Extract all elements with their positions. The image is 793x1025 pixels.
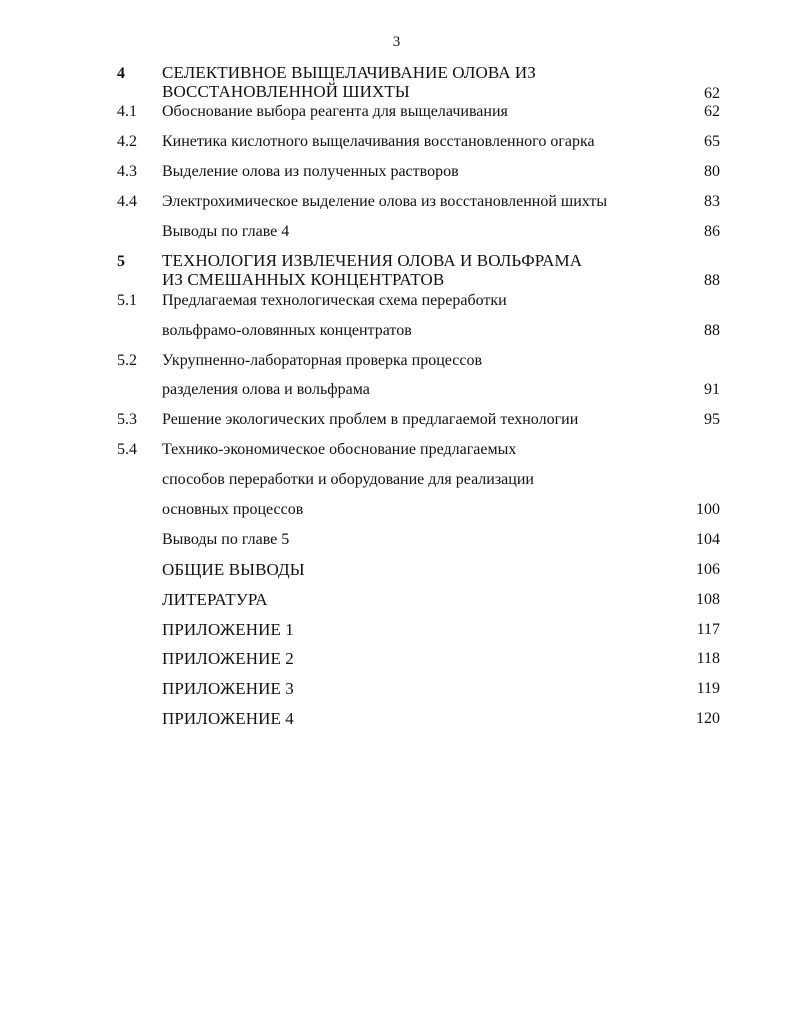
toc-entry-page: 88 — [704, 272, 720, 289]
toc-entry-page: 65 — [704, 133, 720, 150]
toc-entry-title: Решение экологических проблем в предлагаемой технологии — [162, 411, 579, 428]
toc-entry-title: ЛИТЕРАТУРА — [162, 590, 268, 609]
toc-entry-page: 100 — [696, 501, 720, 518]
toc-entry-title: способов переработки и оборудование для реализации — [162, 471, 534, 488]
toc-entry-page: 95 — [704, 411, 720, 428]
toc-entry-title: ВОССТАНОВЛЕННОЙ ШИХТЫ — [162, 82, 410, 101]
toc-entry-title: Кинетика кислотного выщелачивания восстановленного огарка — [162, 133, 595, 150]
toc-entry-number: 4 — [117, 65, 125, 82]
toc-entry-number: 4.1 — [117, 103, 137, 120]
toc-entry-page: 91 — [704, 381, 720, 398]
toc-entry-page: 120 — [696, 710, 720, 727]
toc-entry-page: 106 — [696, 561, 720, 578]
toc-entry-number: 5.1 — [117, 292, 137, 309]
toc-entry-page: 80 — [704, 163, 720, 180]
page-number: 3 — [392, 34, 401, 50]
toc-entry-title: ТЕХНОЛОГИЯ ИЗВЛЕЧЕНИЯ ОЛОВА И ВОЛЬФРАМА — [162, 251, 583, 270]
toc-entry-page: 108 — [696, 591, 720, 608]
toc-entry-title: ПРИЛОЖЕНИЕ 1 — [162, 620, 294, 639]
toc-entry-page: 118 — [696, 650, 720, 667]
toc-entry-title: Электрохимическое выделение олова из восстановленной шихты — [162, 193, 608, 210]
toc-entry-title: ПРИЛОЖЕНИЕ 3 — [162, 679, 294, 698]
toc-entry-number: 5.4 — [117, 441, 137, 458]
toc-entry-number: 5.2 — [117, 352, 137, 369]
toc-entry-page: 88 — [704, 322, 720, 339]
toc-entry-number: 4.3 — [117, 163, 137, 180]
toc-entry-title: ПРИЛОЖЕНИЕ 2 — [162, 649, 294, 668]
toc-entry-page: 117 — [696, 621, 720, 638]
toc-entry-number: 5 — [117, 253, 125, 270]
toc-entry-title: Обоснование выбора реагента для выщелачивания — [162, 103, 508, 120]
toc-entry-page: 62 — [704, 103, 720, 120]
toc-entry-title: ИЗ СМЕШАННЫХ КОНЦЕНТРАТОВ — [162, 270, 445, 289]
toc-entry-title: СЕЛЕКТИВНОЕ ВЫЩЕЛАЧИВАНИЕ ОЛОВА ИЗ — [162, 63, 536, 82]
toc-entry-title: Технико-экономическое обоснование предлагаемых — [162, 441, 517, 458]
toc-entry-number: 5.3 — [117, 411, 137, 428]
toc-entry-title: вольфрамо-оловянных концентратов — [162, 322, 412, 339]
toc-entry-title: Предлагаемая технологическая схема переработки — [162, 292, 507, 309]
toc-entry-page: 104 — [696, 531, 720, 548]
toc-entry-title: ОБЩИЕ ВЫВОДЫ — [162, 560, 305, 579]
toc-entry-number: 4.2 — [117, 133, 137, 150]
toc-entry-title: Выводы по главе 4 — [162, 223, 290, 240]
toc-entry-title: основных процессов — [162, 501, 304, 518]
toc-entry-page: 62 — [704, 85, 720, 102]
toc-entry-page: 83 — [704, 193, 720, 210]
toc-entry-title: Выделение олова из полученных растворов — [162, 163, 459, 180]
toc-entry-title: разделения олова и вольфрама — [162, 381, 370, 398]
toc-entry-number: 4.4 — [117, 193, 137, 210]
toc-entry-page: 119 — [696, 680, 720, 697]
toc-entry-page: 86 — [704, 223, 720, 240]
toc-entry-title: ПРИЛОЖЕНИЕ 4 — [162, 709, 294, 728]
toc-entry-title: Укрупненно-лабораторная проверка процессов — [162, 352, 483, 369]
toc-entry-title: Выводы по главе 5 — [162, 531, 290, 548]
